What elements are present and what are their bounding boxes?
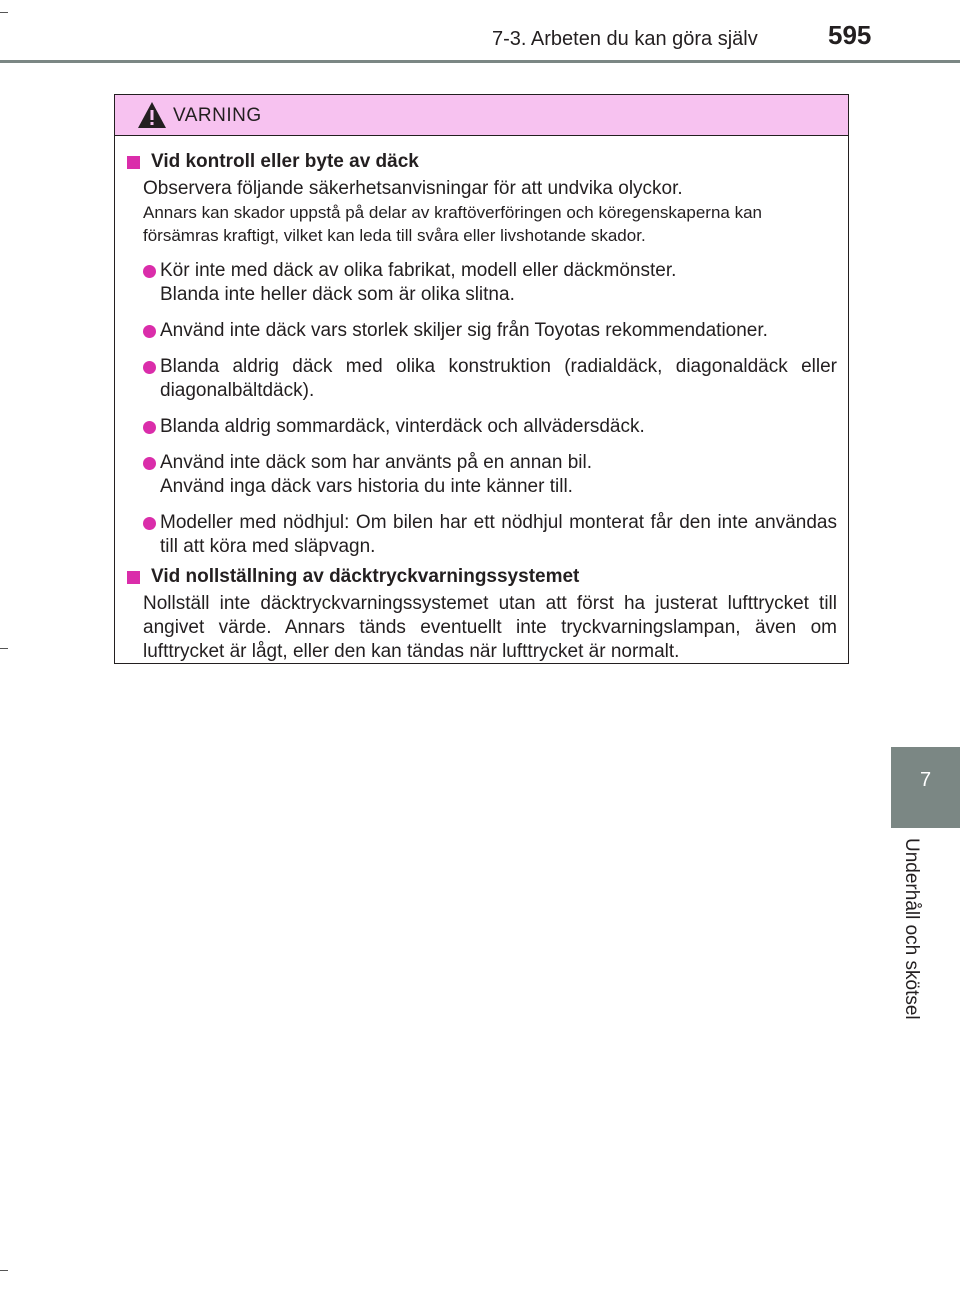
chapter-label xyxy=(892,838,932,1038)
section-heading: Vid nollställning av däcktryckvarningssystemet xyxy=(125,565,837,589)
list-item: Använd inte däck vars storlek skiljer sig från Toyotas rekommendationer. xyxy=(125,319,837,343)
list-item: Blanda aldrig däck med olika konstruktion (radialdäck, diagonaldäck eller diagonalbältdäck). xyxy=(125,355,837,403)
chapter-number: 7 xyxy=(919,769,932,791)
chapter-tab xyxy=(891,747,960,828)
round-bullet-icon xyxy=(143,325,156,338)
square-bullet-icon xyxy=(127,571,140,584)
list-item: Blanda aldrig sommardäck, vinterdäck och allvädersdäck. xyxy=(125,415,837,439)
list-item: Modeller med nödhjul: Om bilen har ett nödhjul monterat får den inte användas till att köra med släpvagn. xyxy=(125,511,837,559)
crop-mark xyxy=(0,1270,8,1271)
crop-mark xyxy=(0,648,8,649)
page-number: 595 xyxy=(828,20,872,50)
warning-body xyxy=(125,150,837,664)
warning-box xyxy=(114,94,849,664)
header-rule xyxy=(0,60,960,63)
section-title: 7-3. Arbeten du kan göra själv xyxy=(492,28,758,50)
round-bullet-icon xyxy=(143,361,156,374)
paragraph: Observera följande säkerhetsanvisningar för att undvika olyckor. xyxy=(143,178,683,199)
warning-title: VARNING xyxy=(173,105,262,126)
round-bullet-icon xyxy=(143,421,156,434)
list-item: Kör inte med däck av olika fabrikat, modell eller däckmönster. Blanda inte heller däck som är olika slitna. xyxy=(125,259,837,307)
round-bullet-icon xyxy=(143,265,156,278)
round-bullet-icon xyxy=(143,517,156,530)
crop-mark xyxy=(0,12,8,13)
chapter-title: Underhåll och skötsel xyxy=(901,838,922,1020)
warning-header xyxy=(115,95,848,136)
warning-triangle-icon xyxy=(137,100,167,130)
section-heading: Vid kontroll eller byte av däck xyxy=(125,150,837,174)
paragraph: Annars kan skador uppstå på delar av kraftöverföringen och köregenskaperna kan försämras kraftigt, vilket kan leda till svåra eller livshotande skador. xyxy=(143,203,762,245)
round-bullet-icon xyxy=(143,457,156,470)
square-bullet-icon xyxy=(127,156,140,169)
paragraph: Nollställ inte däcktryckvarningssystemet utan att först ha justerat lufttrycket till angivet värde. Annars tänds eventuellt inte tryckvarningslampan, även om lufttrycket är lågt, eller den kan tändas när lufttrycket är normalt. xyxy=(143,593,837,662)
list-item: Använd inte däck som har använts på en annan bil. Använd inga däck vars historia du inte känner till. xyxy=(125,451,837,499)
